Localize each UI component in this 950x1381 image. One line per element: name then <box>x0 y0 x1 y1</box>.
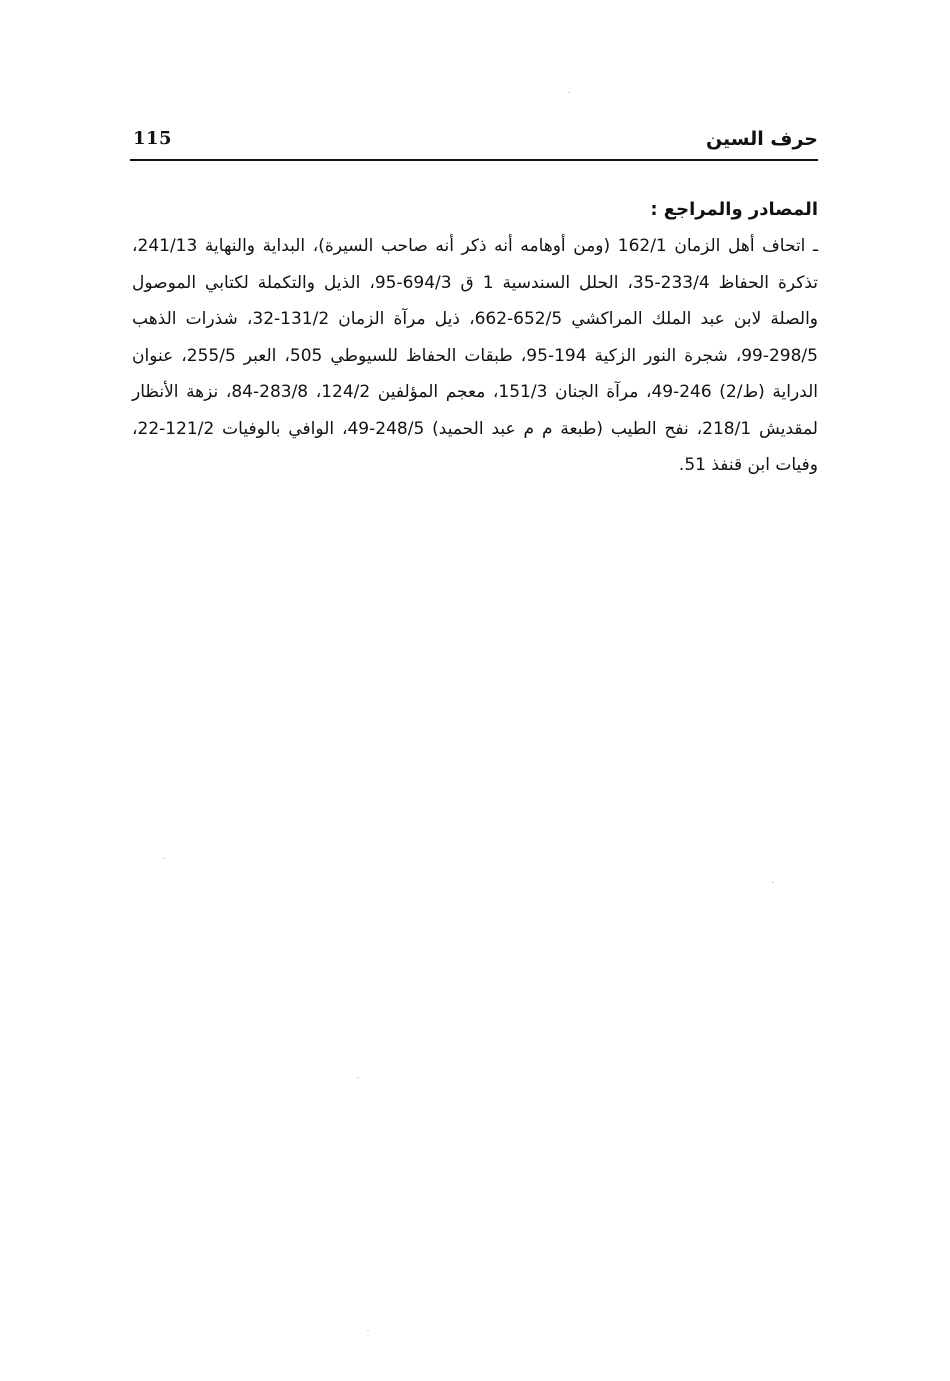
running-header-title: حرف السين <box>705 128 818 150</box>
scan-speck <box>163 858 165 859</box>
header-divider <box>130 159 818 161</box>
scan-speck <box>772 882 774 883</box>
scan-speck <box>357 1077 359 1078</box>
sources-heading: المصادر والمراجع : <box>650 199 818 220</box>
page-number: 115 <box>133 128 173 149</box>
scan-speck <box>367 1330 369 1331</box>
sources-paragraph: ـ اتحاف أهل الزمان 162/1 (ومن أوهامه أنه ذكر أنه صاحب السيرة)، البداية والنهاية 241/13، تذكرة الحفاظ 233/4-35، الحلل السندسية 1 ق 694/3-95، الذيل والتكملة لكتابي الموصول والصلة لابن عبد الملك المراكشي 652/5-662، ذيل مرآة الزمان 131/2-32، شذرات الذهب 298/5-99، شجرة النور الزكية 194-95، طبقات الحفاظ للسيوطي 505، العبر 255/5، عنوان الدراية (ط/2) 246-49، مرآة الجنان 151/3، معجم المؤلفين 124/2، 283/8-84، نزهة الأنظار لمقديش 218/1، نفح الطيب (طبعة م م عبد الحميد) 248/5-49، الوافي بالوفيات 121/2-22، وفيات ابن قنفذ 51. <box>132 236 819 475</box>
sources-section <box>132 192 818 484</box>
scan-speck <box>568 92 570 93</box>
